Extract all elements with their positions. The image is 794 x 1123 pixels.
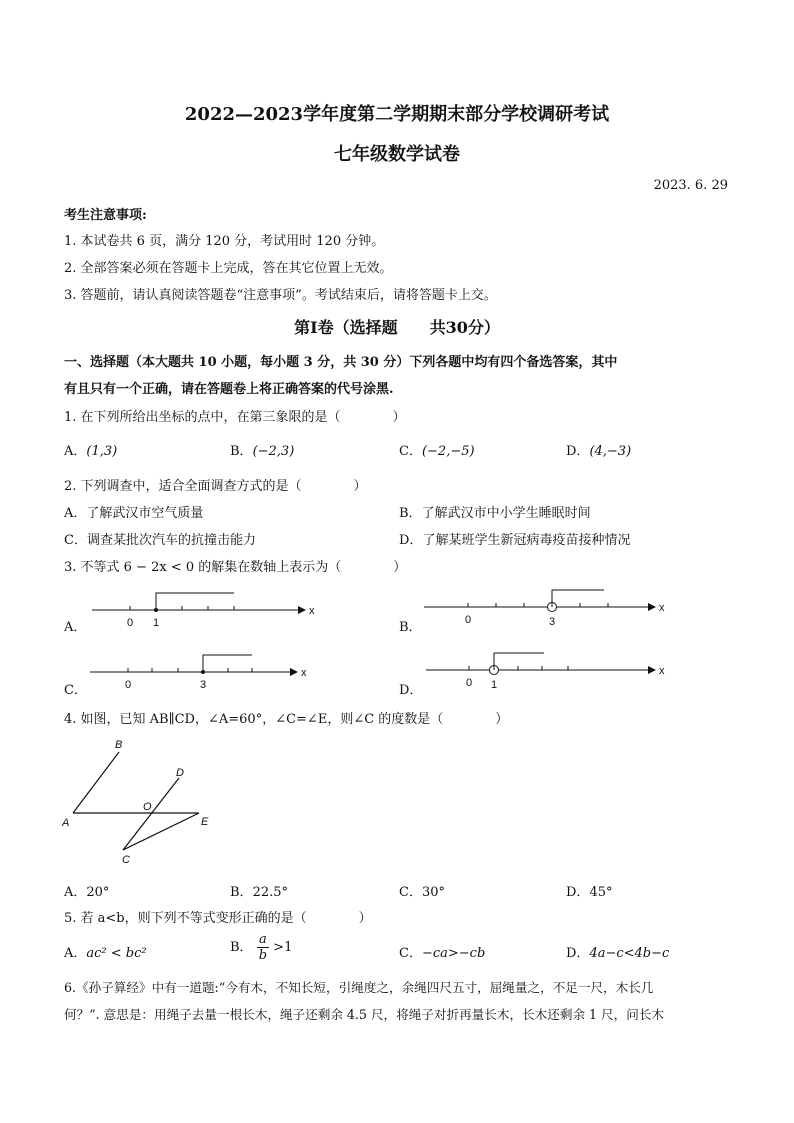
q3-option-b-letter: B． <box>399 620 422 635</box>
option-text: (−2,−5) <box>421 444 475 459</box>
option-letter: A． <box>64 444 87 459</box>
segment-CD <box>123 778 179 850</box>
notes-heading: 考生注意事项: <box>64 208 147 223</box>
segment-CE <box>123 813 199 850</box>
tick-label-0: 0 <box>125 679 132 691</box>
option-text: (4,−3) <box>589 444 632 459</box>
option-letter: D． <box>399 533 423 548</box>
option-letter: D． <box>566 885 590 900</box>
label-C: C <box>122 854 130 866</box>
exam-date: 2023. 6. 29 <box>653 178 728 193</box>
option-letter: C． <box>399 444 422 459</box>
option-text: 4a−c<4b−c <box>589 946 670 961</box>
option-text: 了解武汉市中小学生睡眠时间 <box>421 506 591 521</box>
axis-arrow <box>290 668 298 676</box>
label-O: O <box>143 801 152 813</box>
axis-label-x: x <box>309 605 315 617</box>
exam-title: 2022—2023学年度第二学期期末部分学校调研考试 <box>184 104 610 125</box>
fraction <box>257 932 269 963</box>
q2-option-a <box>64 502 203 521</box>
option-text: −ca>−cb <box>421 946 486 961</box>
q4-geometry-figure <box>56 732 226 868</box>
option-text: (−2,3) <box>252 444 295 459</box>
solution-bracket <box>552 590 604 607</box>
option-text: ac² < bc² <box>86 946 147 961</box>
axis-arrow <box>298 606 306 614</box>
q4-option-d <box>566 881 612 900</box>
tick-label-3: 3 <box>549 616 556 628</box>
option-text: 22.5° <box>252 885 289 900</box>
label-E: E <box>201 816 209 828</box>
option-letter: A． <box>64 946 87 961</box>
option-text: 30° <box>421 885 445 900</box>
q1-option-a <box>64 440 117 459</box>
option-text: 了解某班学生新冠病毒疫苗接种情况 <box>422 533 631 548</box>
tick-label-0: 0 <box>127 617 134 629</box>
note-item: 3. 答题前，请认真阅读答题卷“注意事项”。考试结束后，请将答题卡上交。 <box>64 288 497 303</box>
q1-option-d <box>566 440 631 459</box>
segment-AB <box>73 752 119 813</box>
label-A: A <box>62 817 70 829</box>
q3-number-line-d <box>422 648 672 694</box>
axis-label-x: x <box>659 602 665 614</box>
q2-option-d <box>399 529 630 548</box>
q5-option-d <box>566 942 669 961</box>
option-text: 20° <box>86 885 110 900</box>
label-D: D <box>176 767 184 779</box>
axis-arrow <box>648 666 656 674</box>
question-6-stem-line1: 6.《孙子算经》中有一道题:“今有木，不知长短，引绳度之，余绳四尺五寸，屈绳量之，不足一尺，木长几 <box>64 980 654 995</box>
question-4-stem: 4. 如图，已知 AB∥CD，∠A=60°，∠C=∠E，则∠C 的度数是（ ） <box>64 712 509 727</box>
option-text: 调查某批次汽车的抗撞击能力 <box>86 533 256 548</box>
q2-option-b <box>399 502 591 521</box>
question-6-stem-line2: 何？”. 意思是：用绳子去量一根长木，绳子还剩余 4.5 尺，将绳子对折再量长木，长木还剩余 1 尺，问长木 <box>64 1007 665 1022</box>
q5-option-a <box>64 942 147 961</box>
section-intro-line2: 有且只有一个正确，请在答题卷上将正确答案的代号涂黑. <box>64 382 394 397</box>
q3-number-line-a <box>88 588 318 634</box>
question-5-stem: 5. 若 a<b，则下列不等式变形正确的是（ ） <box>64 911 372 926</box>
option-letter: A． <box>64 506 87 521</box>
axis-label-x: x <box>301 667 307 679</box>
tick-label-1: 1 <box>491 679 498 691</box>
exam-subtitle: 七年级数学试卷 <box>334 144 460 165</box>
q5-option-c <box>399 942 485 961</box>
section-heading: 第Ⅰ卷（选择题 共30分） <box>294 318 500 337</box>
axis-arrow <box>648 603 656 611</box>
denominator: b <box>258 948 268 963</box>
q2-option-c <box>64 529 256 548</box>
q5-option-b <box>230 932 292 963</box>
axis-label-x: x <box>659 665 665 677</box>
q4-option-a <box>64 881 109 900</box>
option-text: >1 <box>273 940 293 955</box>
option-letter: B． <box>230 885 253 900</box>
solution-bracket <box>494 653 544 670</box>
question-3-stem: 3. 不等式 6 − 2x < 0 的解集在数轴上表示为（ ） <box>64 560 407 575</box>
label-B: B <box>115 739 123 751</box>
tick-label-3: 3 <box>200 679 207 691</box>
q3-number-line-c <box>86 650 316 696</box>
q3-option-d-letter: D． <box>399 683 423 698</box>
option-letter: B． <box>230 444 253 459</box>
solution-bracket <box>156 593 234 610</box>
q4-option-b <box>230 881 288 900</box>
tick-label-0: 0 <box>465 614 472 626</box>
tick-label-0: 0 <box>466 677 473 689</box>
q4-option-c <box>399 881 445 900</box>
option-letter: D． <box>566 946 590 961</box>
option-letter: B． <box>230 940 253 955</box>
option-letter: C． <box>399 885 422 900</box>
option-letter: C． <box>64 533 87 548</box>
numerator: a <box>258 932 267 947</box>
q3-number-line-b <box>420 585 670 631</box>
option-letter: B． <box>399 506 422 521</box>
option-text: 45° <box>589 885 613 900</box>
note-item: 2. 全部答案必须在答题卡上完成，答在其它位置上无效。 <box>64 261 393 276</box>
tick-label-1: 1 <box>153 617 160 629</box>
option-letter: D． <box>566 444 590 459</box>
section-intro-line1: 一、选择题（本大题共 10 小题，每小题 3 分，共 30 分）下列各题中均有四个备选答案，其中 <box>64 355 618 370</box>
option-letter: C． <box>399 946 422 961</box>
option-letter: A． <box>64 885 87 900</box>
question-2-stem: 2. 下列调查中，适合全面调查方式的是（ ） <box>64 479 367 494</box>
option-text: 了解武汉市空气质量 <box>86 506 204 521</box>
q3-option-a-letter: A． <box>64 620 87 635</box>
q1-option-b <box>230 440 294 459</box>
question-1-stem: 1. 在下列所给出坐标的点中，在第三象限的是（ ） <box>64 410 406 425</box>
option-text: (1,3) <box>86 444 118 459</box>
q1-option-c <box>399 440 475 459</box>
note-item: 1. 本试卷共 6 页，满分 120 分，考试用时 120 分钟。 <box>64 234 385 249</box>
q3-option-c-letter: C． <box>64 683 87 698</box>
